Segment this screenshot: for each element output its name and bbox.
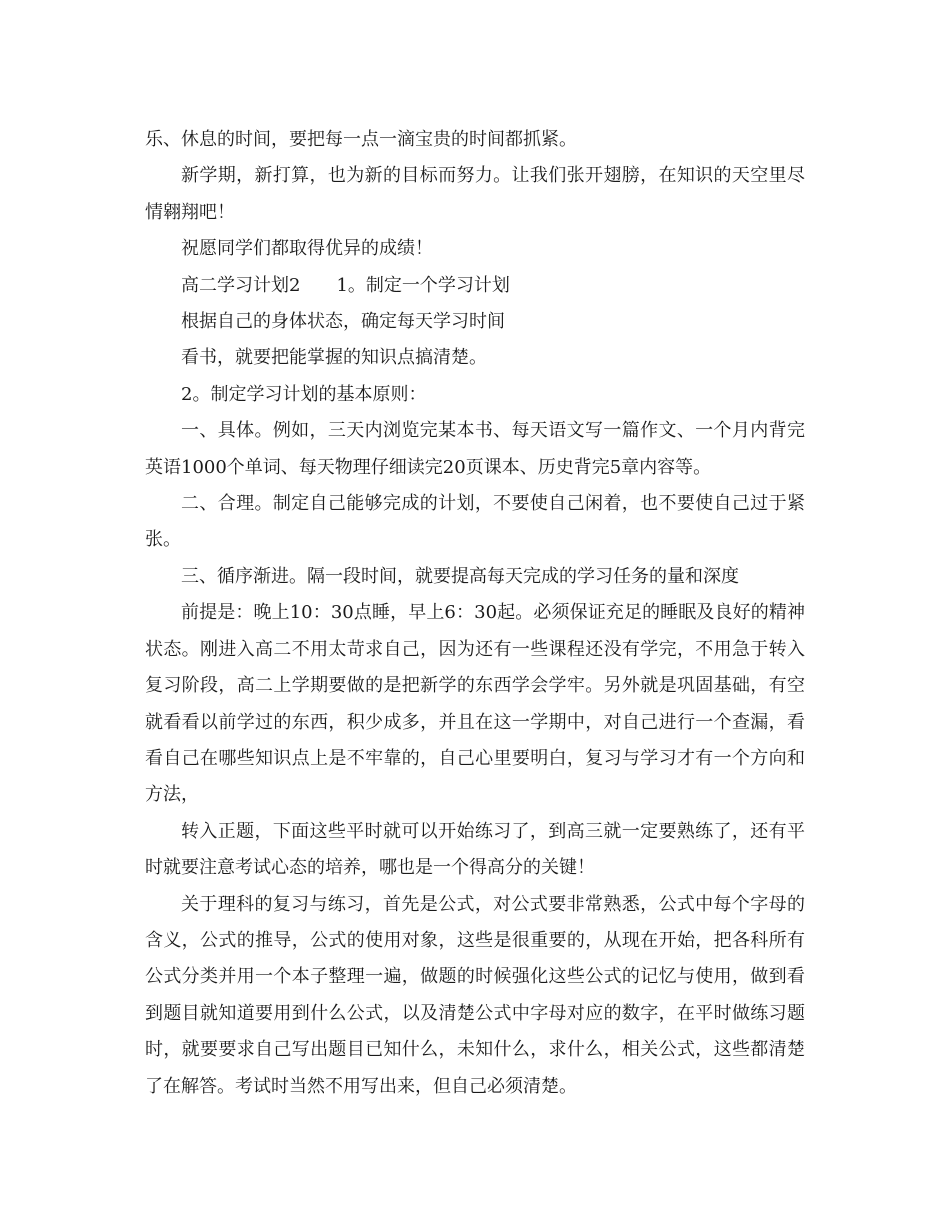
paragraph: 新学期，新打算，也为新的目标而努力。让我们张开翅膀，在知识的天空里尽情翱翔吧！: [145, 165, 805, 223]
paragraph: 祝愿同学们都取得优异的成绩！: [181, 238, 433, 260]
paragraph: 根据自己的身体状态，确定每天学习时间: [181, 311, 505, 333]
paragraph: 转入正题，下面这些平时就可以开始练习了，到高三就一定要熟练了，还有平时就要注意考试心态的培养，哪也是一个得高分的关键！: [145, 820, 805, 879]
paragraph: 2。制定学习计划的基本原则：: [181, 383, 427, 405]
paragraph: 乐、休息的时间，要把每一点一滴宝贵的时间都抓紧。: [145, 129, 577, 150]
document-body: [145, 122, 805, 1105]
paragraph: 看书，就要把能掌握的知识点搞清楚。: [181, 347, 487, 369]
paragraph: 前提是：晚上10：30点睡，早上6：30起。必须保证充足的睡眠及良好的精神状态。刚进入高二不用太苛求自己，因为还有一些课程还没有学完，不用急于转入复习阶段，高二上学期要做的是把新学的东西学会学牢。另外就是巩固基础，有空就看看以前学过的东西，积少成多，并且在这一学期中，对自己进行一个查漏，看看自己在哪些知识点上是不牢靠的，自己心里要明白，复习与学习才有一个方向和方法，: [145, 602, 805, 806]
list-item: 一、具体。例如，三天内浏览完某本书、每天语文写一篇作文、一个月内背完英语1000个单词、每天物理仔细读完20页课本、历史背完5章内容等。: [145, 420, 805, 478]
section-heading: 高二学习计划2 1。制定一个学习计划: [181, 274, 510, 296]
paragraph: 关于理科的复习与练习，首先是公式，对公式要非常熟悉，公式中每个字母的含义，公式的推导，公式的使用对象，这些是很重要的，从现在开始，把各科所有公式分类并用一个本子整理一遍，做题的时候强化这些公式的记忆与使用，做到看到题目就知道要用到什么公式，以及清楚公式中字母对应的数字，在平时做练习题时，就要要求自己写出题目已知什么，未知什么，求什么，相关公式，这些都清楚了在解答。考试时当然不用写出来，但自己必须清楚。: [145, 893, 805, 1097]
list-item: 三、循序渐进。隔一段时间，就要提高每天完成的学习任务的量和深度: [181, 565, 739, 587]
list-item: 二、合理。制定自己能够完成的计划，不要使自己闲着，也不要使自己过于紧张。: [145, 493, 805, 551]
